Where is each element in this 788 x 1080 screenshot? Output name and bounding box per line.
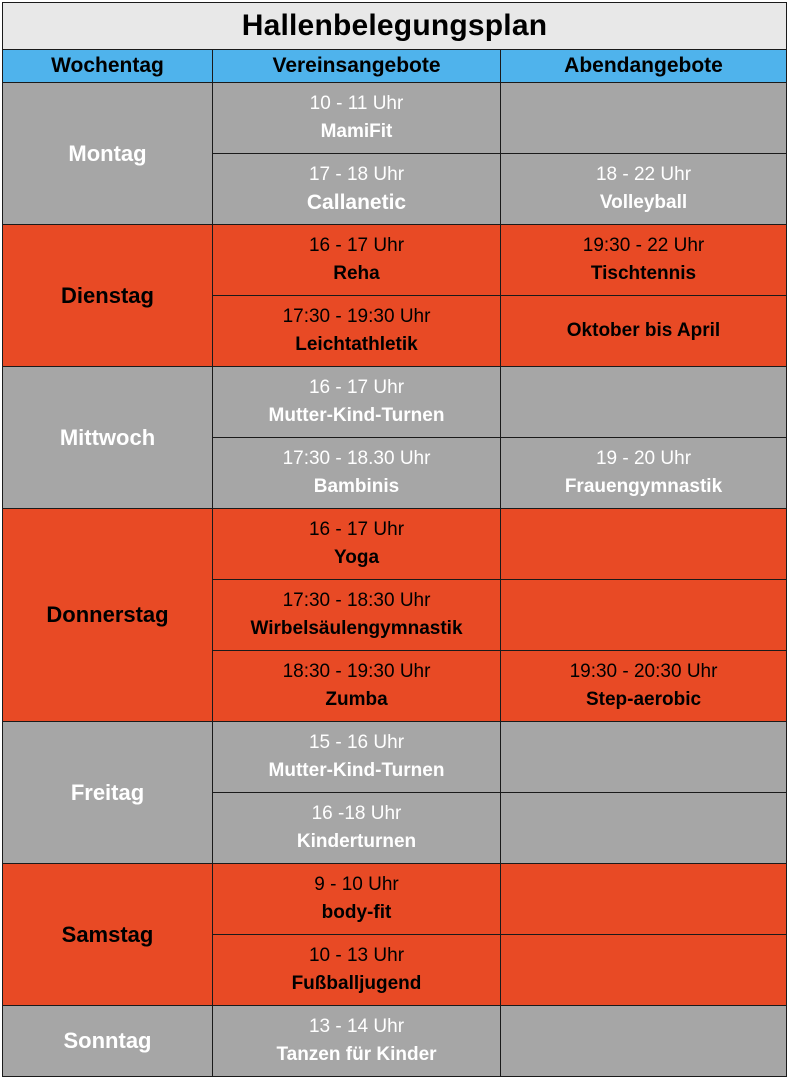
slot-activity: Frauengymnastik — [564, 476, 723, 497]
day-montag: Montag — [3, 83, 213, 225]
evening-slot — [501, 225, 787, 296]
page-title: Hallenbelegungsplan — [3, 3, 787, 50]
slot-activity: Bambinis — [313, 476, 400, 497]
slot-activity: Kinderturnen — [296, 831, 417, 852]
slot-time: 10 - 13 Uhr — [308, 945, 405, 966]
schedule-table — [2, 2, 787, 1077]
club-slot — [213, 83, 501, 154]
slot-activity: Zumba — [325, 689, 388, 710]
evening-slot-empty — [501, 793, 787, 864]
slot-activity: Mutter-Kind-Turnen — [268, 405, 445, 426]
club-slot — [213, 154, 501, 225]
slot-activity: Volleyball — [599, 192, 688, 213]
day-donnerstag: Donnerstag — [3, 509, 213, 722]
evening-slot — [501, 438, 787, 509]
club-slot — [213, 580, 501, 651]
day-mittwoch: Mittwoch — [3, 367, 213, 509]
club-slot — [213, 509, 501, 580]
slot-time: 16 - 17 Uhr — [308, 235, 405, 256]
slot-time: 19:30 - 20:30 Uhr — [569, 661, 718, 682]
slot-time: 17:30 - 19:30 Uhr — [282, 306, 431, 327]
title-row — [3, 3, 787, 50]
day-samstag: Samstag — [3, 864, 213, 1006]
slot-activity: Callanetic — [306, 191, 407, 214]
slot-activity: Tischtennis — [590, 263, 697, 284]
slot-time: 19:30 - 22 Uhr — [582, 235, 705, 256]
club-slot — [213, 296, 501, 367]
evening-slot-empty — [501, 935, 787, 1006]
club-slot — [213, 1006, 501, 1077]
day-sonntag: Sonntag — [3, 1006, 213, 1077]
header-day: Wochentag — [3, 50, 213, 83]
slot-time: 17 - 18 Uhr — [308, 164, 405, 185]
table-row — [3, 225, 787, 296]
evening-slot — [501, 651, 787, 722]
club-slot — [213, 367, 501, 438]
slot-activity: Wirbelsäulengymnastik — [250, 618, 463, 639]
evening-slot-empty — [501, 509, 787, 580]
slot-time: 18:30 - 19:30 Uhr — [282, 661, 431, 682]
slot-activity: body-fit — [321, 902, 392, 923]
evening-slot-empty — [501, 367, 787, 438]
club-slot — [213, 793, 501, 864]
header-row — [3, 50, 787, 83]
slot-time: 9 - 10 Uhr — [314, 874, 399, 895]
table-row — [3, 722, 787, 793]
evening-slot — [501, 154, 787, 225]
header-club: Vereinsangebote — [213, 50, 501, 83]
evening-slot-empty — [501, 864, 787, 935]
evening-slot-empty — [501, 1006, 787, 1077]
slot-note: Oktober bis April — [566, 320, 721, 341]
slot-activity: Yoga — [333, 547, 380, 568]
slot-time: 18 - 22 Uhr — [595, 164, 692, 185]
slot-time: 17:30 - 18:30 Uhr — [282, 590, 431, 611]
slot-time: 15 - 16 Uhr — [308, 732, 405, 753]
slot-activity: MamiFit — [320, 121, 393, 142]
evening-slot-empty — [501, 580, 787, 651]
slot-time: 16 -18 Uhr — [311, 803, 402, 824]
header-evening: Abendangebote — [501, 50, 787, 83]
club-slot — [213, 864, 501, 935]
club-slot — [213, 651, 501, 722]
slot-activity: Fußballjugend — [291, 973, 422, 994]
slot-activity: Tanzen für Kinder — [276, 1044, 437, 1065]
evening-slot — [501, 296, 787, 367]
club-slot — [213, 225, 501, 296]
day-freitag: Freitag — [3, 722, 213, 864]
club-slot — [213, 935, 501, 1006]
club-slot — [213, 722, 501, 793]
evening-slot-empty — [501, 722, 787, 793]
day-dienstag: Dienstag — [3, 225, 213, 367]
evening-slot-empty — [501, 83, 787, 154]
slot-activity: Step-aerobic — [585, 689, 702, 710]
slot-activity: Leichtathletik — [295, 334, 418, 355]
slot-time: 13 - 14 Uhr — [308, 1016, 405, 1037]
slot-activity: Reha — [333, 263, 380, 284]
club-slot — [213, 438, 501, 509]
slot-time: 16 - 17 Uhr — [308, 377, 405, 398]
table-row — [3, 1006, 787, 1077]
slot-activity: Mutter-Kind-Turnen — [268, 760, 445, 781]
slot-time: 17:30 - 18.30 Uhr — [282, 448, 431, 469]
table-row — [3, 509, 787, 580]
slot-time: 19 - 20 Uhr — [595, 448, 692, 469]
slot-time: 10 - 11 Uhr — [309, 93, 404, 114]
table-row — [3, 864, 787, 935]
slot-time: 16 - 17 Uhr — [308, 519, 405, 540]
table-row — [3, 83, 787, 154]
table-row — [3, 367, 787, 438]
